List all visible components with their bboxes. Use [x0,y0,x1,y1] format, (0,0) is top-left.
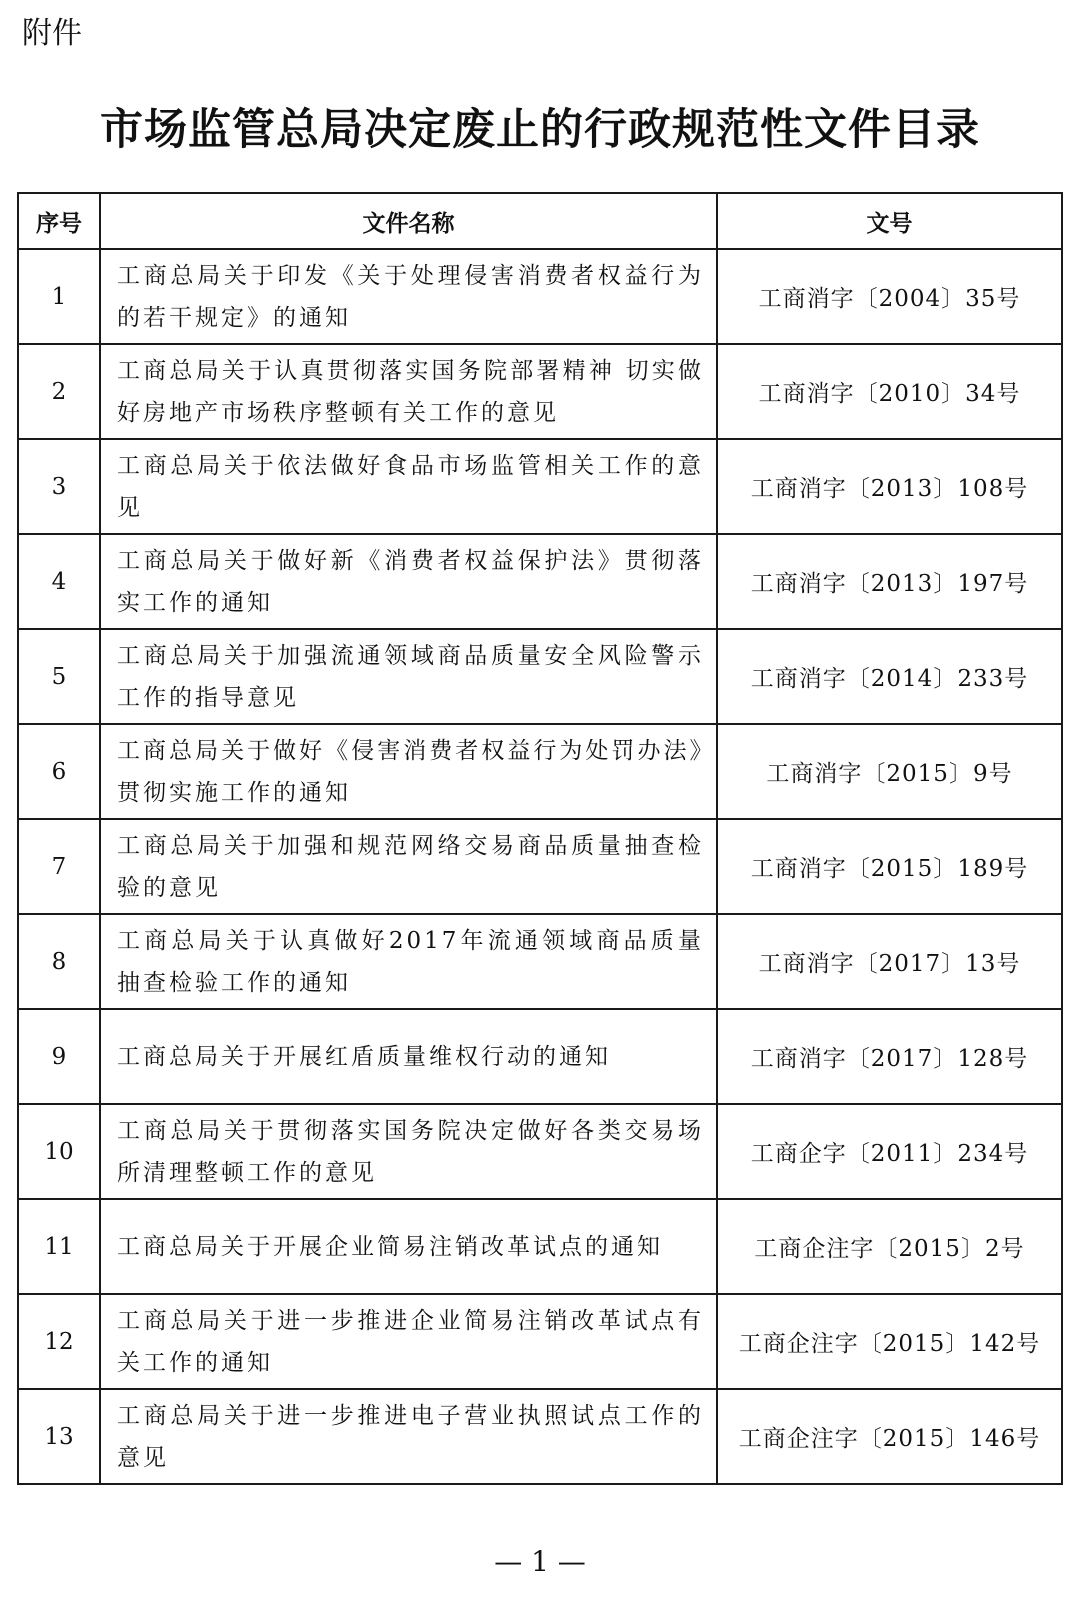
row-document-name: 工商总局关于开展企业简易注销改革试点的通知 [100,1199,717,1294]
table-row [18,629,1062,724]
row-document-name: 工商总局关于做好《侵害消费者权益行为处罚办法》贯彻实施工作的通知 [100,724,717,819]
row-document-number: 工商消字〔2013〕108号 [717,439,1062,534]
table-row [18,344,1062,439]
header-document-number: 文号 [717,193,1062,249]
row-document-name: 工商总局关于认真贯彻落实国务院部署精神 切实做好房地产市场秩序整顿有关工作的意见 [100,344,717,439]
row-document-number: 工商消字〔2017〕13号 [717,914,1062,1009]
table-row [18,724,1062,819]
table-row [18,914,1062,1009]
row-document-number: 工商消字〔2004〕35号 [717,249,1062,344]
row-serial-number: 12 [18,1294,100,1389]
row-document-name: 工商总局关于进一步推进电子营业执照试点工作的意见 [100,1389,717,1484]
row-document-number: 工商企注字〔2015〕2号 [717,1199,1062,1294]
row-serial-number: 6 [18,724,100,819]
row-serial-number: 11 [18,1199,100,1294]
table-row [18,1294,1062,1389]
table-row [18,1009,1062,1104]
row-serial-number: 4 [18,534,100,629]
table-row [18,1199,1062,1294]
row-serial-number: 9 [18,1009,100,1104]
row-serial-number: 13 [18,1389,100,1484]
table-header-row [18,193,1062,249]
row-document-number: 工商消字〔2015〕189号 [717,819,1062,914]
row-document-number: 工商企注字〔2015〕142号 [717,1294,1062,1389]
row-serial-number: 1 [18,249,100,344]
row-document-number: 工商消字〔2013〕197号 [717,534,1062,629]
table-row [18,534,1062,629]
row-document-name: 工商总局关于贯彻落实国务院决定做好各类交易场所清理整顿工作的意见 [100,1104,717,1199]
row-document-number: 工商消字〔2015〕9号 [717,724,1062,819]
document-title: 市场监管总局决定废止的行政规范性文件目录 [100,105,980,155]
table-row [18,249,1062,344]
row-document-name: 工商总局关于印发《关于处理侵害消费者权益行为的若干规定》的通知 [100,249,717,344]
document-table [17,192,1063,1485]
row-serial-number: 2 [18,344,100,439]
row-document-name: 工商总局关于加强流通领域商品质量安全风险警示工作的指导意见 [100,629,717,724]
table-row [18,439,1062,534]
header-serial-number: 序号 [18,193,100,249]
table-row [18,819,1062,914]
row-serial-number: 5 [18,629,100,724]
row-document-name: 工商总局关于认真做好2017年流通领域商品质量抽查检验工作的通知 [100,914,717,1009]
table-row [18,1104,1062,1199]
attachment-label: 附件 [22,16,82,51]
row-document-name: 工商总局关于依法做好食品市场监管相关工作的意见 [100,439,717,534]
row-document-number: 工商企注字〔2015〕146号 [717,1389,1062,1484]
table-row [18,1389,1062,1484]
row-document-number: 工商消字〔2014〕233号 [717,629,1062,724]
row-document-number: 工商消字〔2017〕128号 [717,1009,1062,1104]
row-serial-number: 7 [18,819,100,914]
row-document-name: 工商总局关于加强和规范网络交易商品质量抽查检验的意见 [100,819,717,914]
row-document-name: 工商总局关于开展红盾质量维权行动的通知 [100,1009,717,1104]
row-document-name: 工商总局关于进一步推进企业简易注销改革试点有关工作的通知 [100,1294,717,1389]
row-document-name: 工商总局关于做好新《消费者权益保护法》贯彻落实工作的通知 [100,534,717,629]
header-document-name: 文件名称 [100,193,717,249]
row-document-number: 工商企字〔2011〕234号 [717,1104,1062,1199]
row-serial-number: 8 [18,914,100,1009]
row-document-number: 工商消字〔2010〕34号 [717,344,1062,439]
row-serial-number: 10 [18,1104,100,1199]
row-serial-number: 3 [18,439,100,534]
page-number: — 1 — [494,1545,586,1578]
